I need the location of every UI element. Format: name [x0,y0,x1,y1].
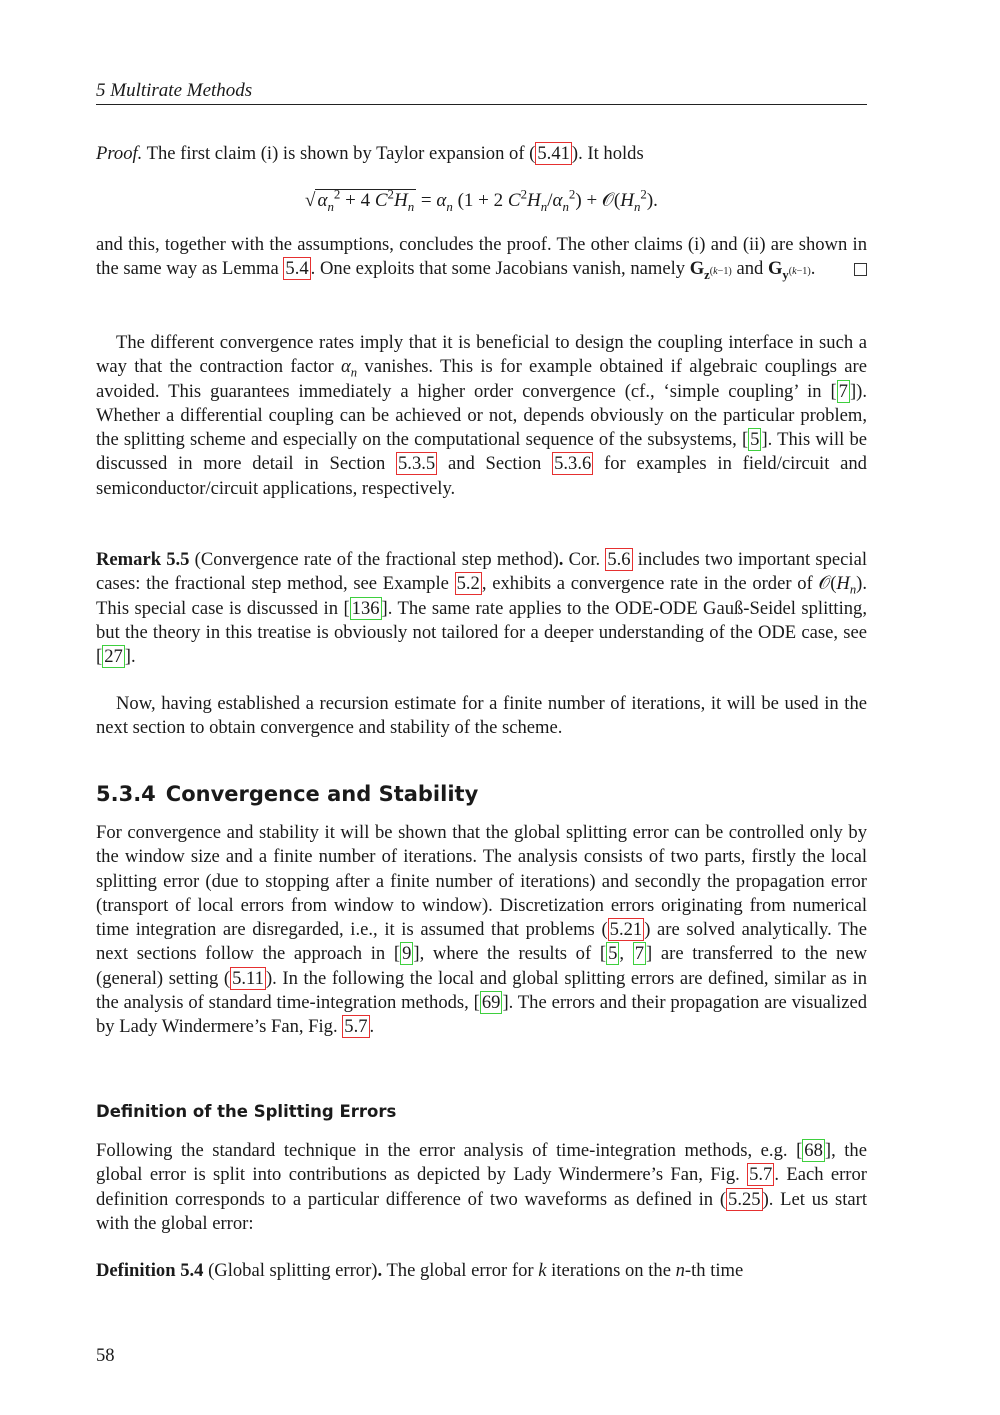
taylor-equation: √ $\alpha_n^2 + 4$ $C^2H_n = \alpha_n$ (1 + 2 $C^2H_n/\alpha_n^2$) + $𝒪(H_n^2)$. [305,186,658,214]
page-number: 58 [96,1345,115,1366]
remark-5-5: Remark 5.5 (Convergence rate of the fractional step method). Cor. 5.6 includes two important special cases: the fractional step method, see Example 5.2 , exhibits a convergence rate in the order of $𝒪(H_n)$. This special case is discussed in [ 136 ]. The same rate applies to the ODE-ODE Gauß-Seidel splitting, but the theory in this treatise is obviously not tailored for a deeper understanding of the ODE case, see [ 27 ]. [96,549,867,668]
paragraph-transition: Now, having established a recursion estimate for a finite number of iterations, it will be used in the next section to obtain convergence and stability of the scheme. [96,693,867,739]
citation-69[interactable]: 69 [481,992,501,1014]
citation-7b[interactable]: 7 [634,943,644,965]
sqrt-symbol: √ [305,190,316,211]
citation-68[interactable]: 68 [804,1140,823,1161]
corollary-ref-5-6[interactable]: 5.6 [607,549,631,570]
running-header: 5 Multirate Methods [96,78,867,105]
example-ref-5-2[interactable]: 5.2 [456,573,480,595]
figure-ref-5-7b[interactable]: 5.7 [749,1164,773,1186]
definition-5-4: Definition 5.4 (Global splitting error). The global error for k iterations on the n-th time [96,1260,744,1281]
proof-conclusion: and this, together with the assumptions, concludes the proof. The other claims (i) and (ii) are shown in the same way as Lemma 5.4 . One exploits that some Jacobians vanish, namely $G_{z^{(k-1)}}$ and $G_{y^{(k-1)}}$. [96,234,867,283]
paragraph-splitting-errors: Following the standard technique in the error analysis of time-integration methods, e.g. [ 68 ], the global error is split into contributions as depicted by Lady Windermere’s Fan, Fig. 5.7 . Each error definition corresponds to a particular difference of two waveforms as defined in ( 5.25 ). Let us start with the global error: [96,1140,867,1234]
definition-label: Definition 5.4 [96,1260,204,1281]
remark-label: Remark 5.5 [96,549,190,570]
equation-ref-5-11[interactable]: 5.11 [232,967,264,989]
equation-ref-5-25[interactable]: 5.25 [728,1188,761,1210]
figure-ref-5-7[interactable]: 5.7 [344,1016,368,1038]
proof-label: Proof. [96,143,143,164]
proof-intro: Proof. The first claim (i) is shown by Taylor expansion of ( 5.41 ). It holds [96,143,644,164]
citation-27[interactable]: 27 [104,646,123,668]
definition-title: (Global splitting error) [208,1260,378,1281]
qed-icon [854,263,867,276]
section-heading [96,780,478,808]
remark-title: (Convergence rate of the fractional step method) [194,549,559,570]
paragraph-convergence: For convergence and stability it will be shown that the global splitting error can be controlled only by the window size and a finite number of iterations. The analysis consists of two parts, firstly the local splitting error (due to stopping after a finite number of iterations) and secondly the propagation error (transport of local errors from window to window). Discretization errors originating from numerical time integration are disregarded, i.e., it is assumed that problems ( 5.21 ) are solved analytically. The next sections follow the approach in [ 9 ], where the results of [ 5 , 7 ] are transferred to the new (general) setting ( 5.11 ). In the following the local and global splitting errors are defined, similar as in the analysis of standard time-integration methods, [ 69 ]. The errors and their propagation are visualized by Lady Windermere’s Fan, Fig. 5.7 . [96,822,868,1038]
citation-9[interactable]: 9 [402,943,412,965]
equation-ref-5-41[interactable]: 5.41 [537,143,570,164]
section-title: Convergence and Stability [165,782,479,806]
citation-7[interactable]: 7 [838,380,848,402]
section-ref-5-3-6[interactable]: 5.3.6 [554,453,592,475]
section-ref-5-3-5[interactable]: 5.3.5 [398,453,436,475]
citation-5[interactable]: 5 [750,429,760,451]
subsection-heading: Definition of the Splitting Errors [96,1102,397,1121]
citation-5b[interactable]: 5 [608,943,618,965]
equation-ref-5-21[interactable]: 5.21 [609,919,643,941]
paragraph-coupling: The different convergence rates imply that it is beneficial to design the coupling interface in such a way that the contraction factor $\alpha_n$ vanishes. This is for example obtained if algebraic couplings are avoided. This guarantees immediately a higher order convergence (cf., ‘simple coupling’ in [ 7 ]). Whether a differential coupling can be achieved or not, depends obviously on the particular problem, the splitting scheme and especially on the computational sequence of the subsystems, [ 5 ]. This will be discussed in more detail in Section 5.3.5 and Section 5.3.6 for examples in field/circuit and semiconductor/circuit applications, respectively. [96,332,868,499]
section-number: 5.3.4 [96,782,156,806]
lemma-ref-5-4[interactable]: 5.4 [285,258,309,280]
citation-136[interactable]: 136 [351,597,380,619]
